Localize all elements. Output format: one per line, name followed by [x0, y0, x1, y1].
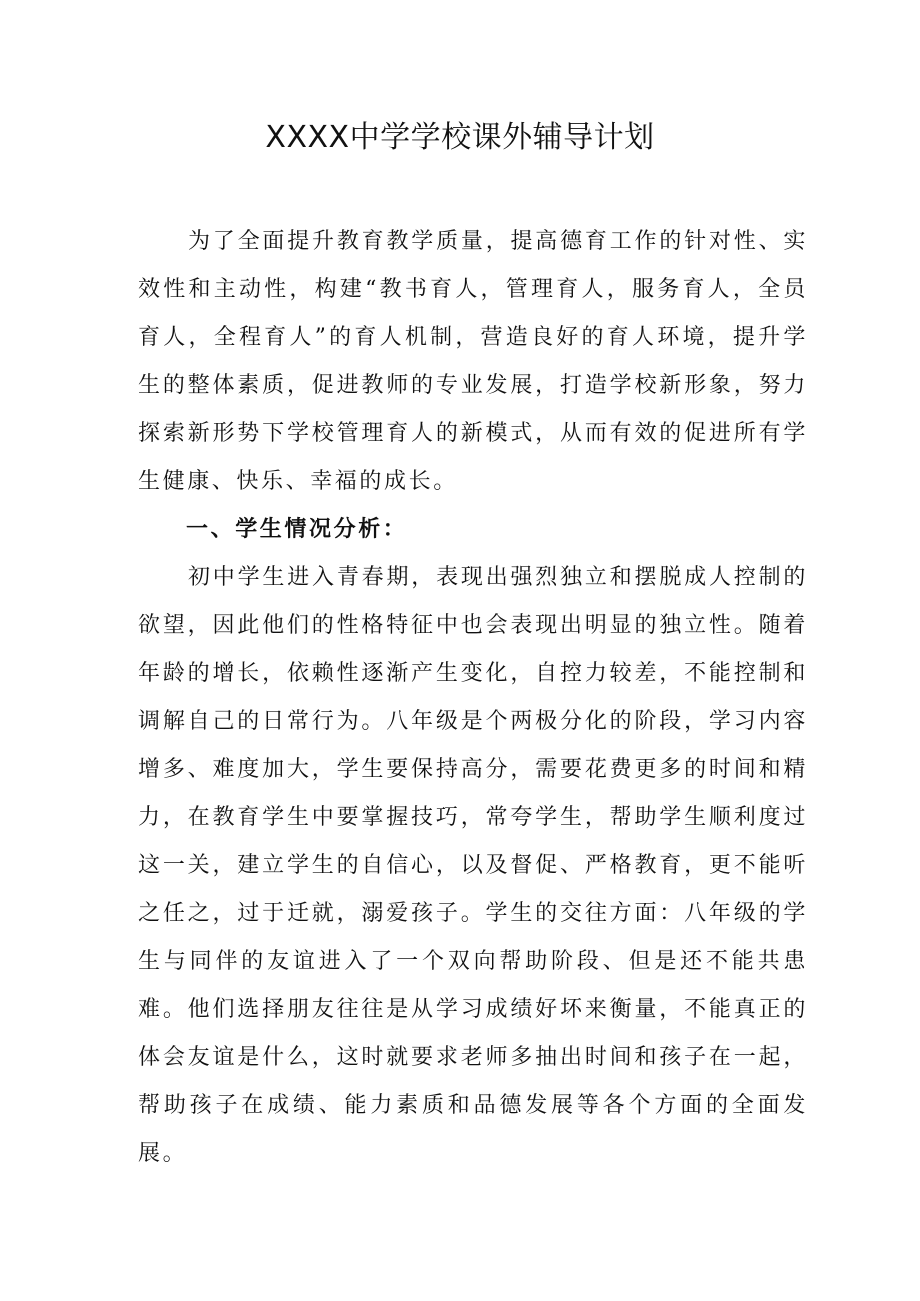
- document-body: [138, 218, 808, 1178]
- document-title: XXXX中学学校课外辅导计划: [265, 120, 655, 155]
- intro-paragraph: 为了全面提升教育教学质量，提高德育工作的针对性、实效性和主动性，构建“教书育人，管理育人，服务育人，全员育人，全程育人”的育人机制，营造良好的育人环境，提升学生的整体素质，促进教师的专业发展，打造学校新形象，努力探索新形势下学校管理育人的新模式，从而有效的促进所有学生健康、快乐、幸福的成长。: [138, 229, 808, 494]
- student-analysis-paragraph: 初中学生进入青春期，表现出强烈独立和摆脱成人控制的欲望，因此他们的性格特征中也会表现出明显的独立性。随着年龄的增长，依赖性逐渐产生变化，自控力较差，不能控制和调解自己的日常行为。八年级是个两极分化的阶段，学习内容增多、难度加大，学生要保持高分，需要花费更多的时间和精力，在教育学生中要掌握技巧，常夸学生，帮助学生顺利度过这一关，建立学生的自信心，以及督促、严格教育，更不能听之任之，过于迁就，溺爱孩子。学生的交往方面：八年级的学生与同伴的友谊进入了一个双向帮助阶段、但是还不能共患难。他们选择朋友往往是从学习成绩好坏来衡量，不能真正的体会友谊是什么，这时就要求老师多抽出时间和孩子在一起，帮助孩子在成绩、能力素质和品德发展等各个方面的全面发展。: [138, 565, 808, 1166]
- section-heading-student-analysis: 一、学生情况分析：: [186, 517, 408, 542]
